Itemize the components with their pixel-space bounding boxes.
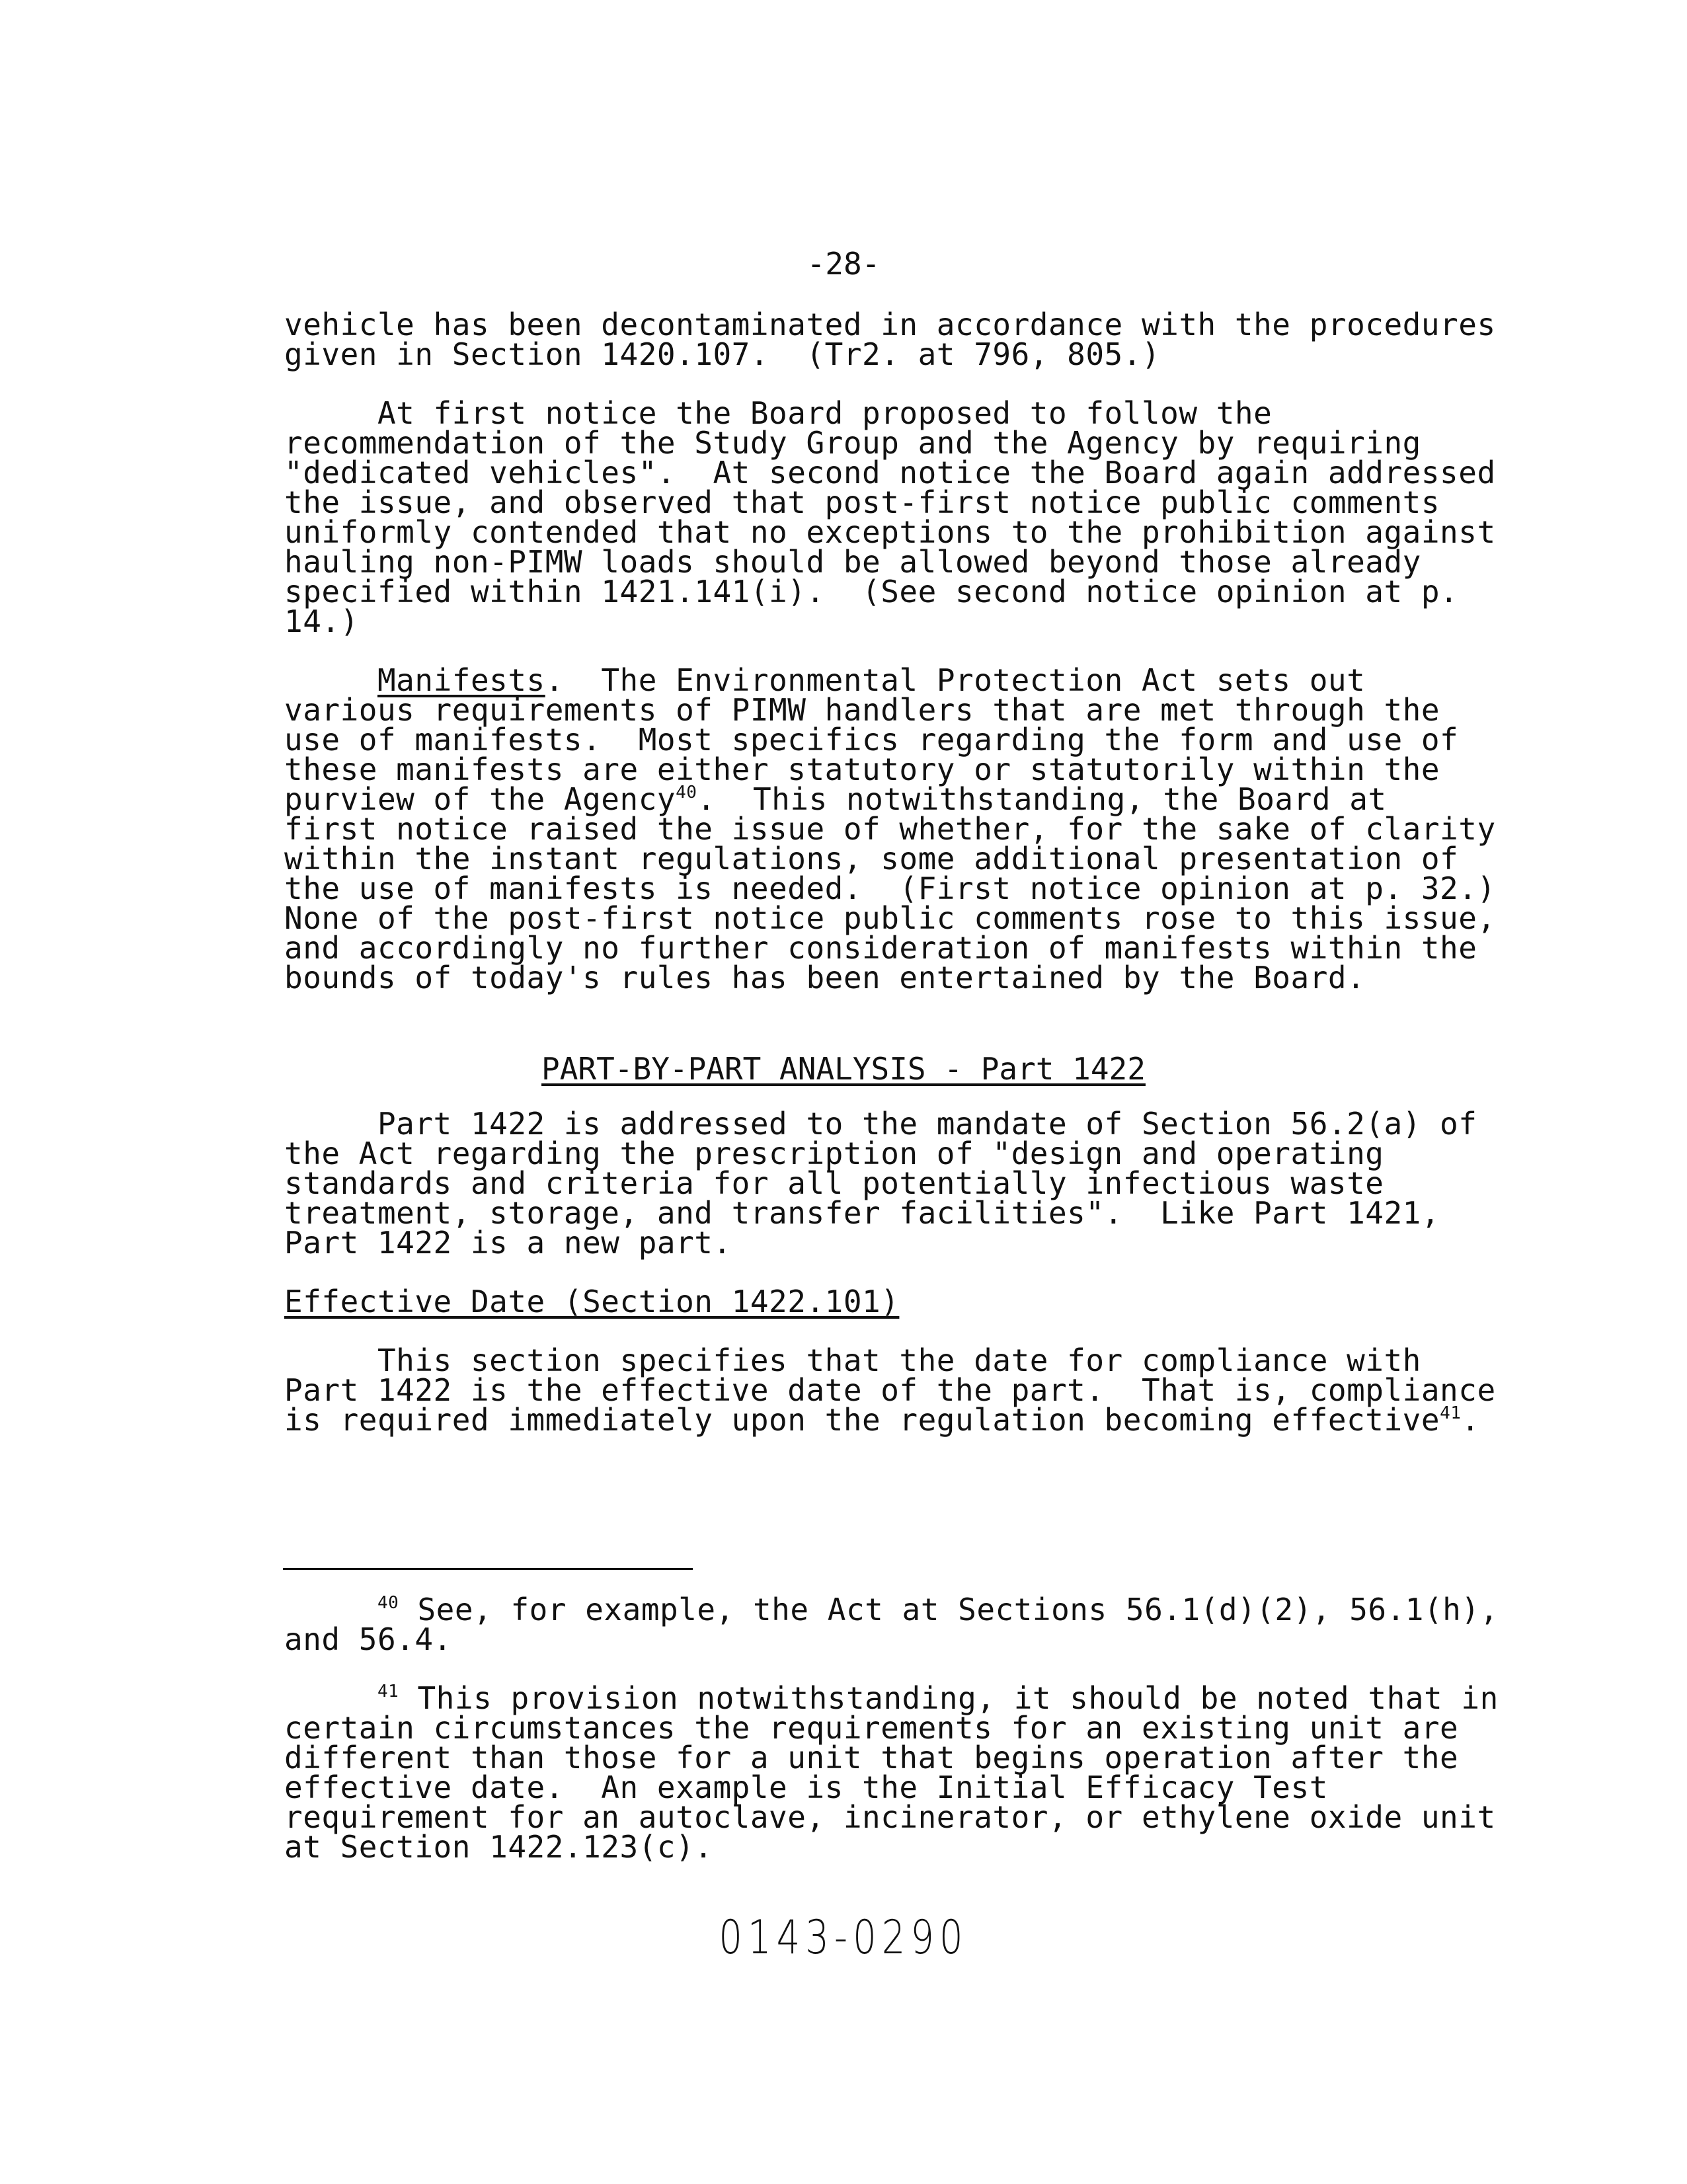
body-text: is required immediately upon the regulation becoming effective	[284, 1402, 1440, 1438]
body-line: the issue, and observed that post-first notice public comments	[284, 485, 1440, 520]
body-line: 14.)	[284, 604, 359, 639]
body-line: bounds of today's rules has been entertained by the Board.	[284, 960, 1366, 995]
body-line: This section specifies that the date for compliance with	[284, 1343, 1421, 1378]
page-number: -28-	[806, 246, 881, 282]
body-line	[284, 662, 1366, 698]
body-line: first notice raised the issue of whether, for the sake of clarity	[284, 811, 1496, 847]
footnote-mark-40: 40	[377, 1593, 399, 1613]
footnote-41-line: certain circumstances the requirements for an existing unit are	[284, 1710, 1459, 1746]
body-text: purview of the Agency	[284, 781, 676, 817]
body-line: hauling non-PIMW loads should be allowed beyond those already	[284, 544, 1421, 580]
footnote-ref-40: 40	[676, 783, 697, 802]
manifests-heading: Manifests	[377, 662, 545, 698]
footnote-41-line: effective date. An example is the Initial Efficacy Test	[284, 1770, 1328, 1805]
footnote-41-line: at Section 1422.123(c).	[284, 1829, 713, 1865]
body-line: the Act regarding the prescription of "design and operating	[284, 1136, 1384, 1171]
footnote-separator	[283, 1568, 693, 1570]
body-line: "dedicated vehicles". At second notice the Board again addressed	[284, 455, 1496, 490]
footnote-mark-41: 41	[377, 1682, 399, 1701]
body-text: . This notwithstanding, the Board at	[697, 781, 1387, 817]
footnote-41-line: requirement for an autoclave, incinerator, or ethylene oxide unit	[284, 1799, 1496, 1835]
body-line: and accordingly no further consideration of manifests within the	[284, 930, 1477, 966]
document-stamp: 0143-0290	[719, 1910, 968, 1965]
body-line: the use of manifests is needed. (First notice opinion at p. 32.)	[284, 871, 1496, 906]
body-line: uniformly contended that no exceptions to the prohibition against	[284, 514, 1496, 550]
body-line: standards and criteria for all potentially infectious waste	[284, 1165, 1384, 1201]
body-text: . The Environmental Protection Act sets out	[545, 662, 1366, 698]
body-line: vehicle has been decontaminated in accordance with the procedures	[284, 307, 1496, 342]
footnote-40-line: and 56.4.	[284, 1621, 452, 1657]
body-line	[284, 1402, 1480, 1438]
footnote-text: See, for example, the Act at Sections 56.1(d)(2), 56.1(h),	[399, 1592, 1499, 1627]
body-line: Part 1422 is addressed to the mandate of Section 56.2(a) of	[284, 1106, 1477, 1142]
body-line: recommendation of the Study Group and the Agency by requiring	[284, 425, 1421, 461]
footnote-ref-41: 41	[1440, 1403, 1462, 1423]
body-line: these manifests are either statutory or statutorily within the	[284, 752, 1440, 787]
body-line: None of the post-first notice public comments rose to this issue,	[284, 900, 1496, 936]
body-line: treatment, storage, and transfer facilities". Like Part 1421,	[284, 1195, 1440, 1231]
body-line: At first notice the Board proposed to follow the	[284, 395, 1273, 431]
subsection-heading: Effective Date (Section 1422.101)	[284, 1284, 900, 1319]
footnote-41-line: different than those for a unit that begins operation after the	[284, 1740, 1459, 1775]
body-line: within the instant regulations, some additional presentation of	[284, 841, 1459, 877]
footnote-40-line	[284, 1594, 1499, 1625]
body-line: use of manifests. Most specifics regarding the form and use of	[284, 722, 1459, 758]
body-text: .	[1461, 1402, 1480, 1438]
body-line: specified within 1421.141(i). (See second notice opinion at p.	[284, 574, 1459, 609]
body-line: Part 1422 is a new part.	[284, 1225, 732, 1261]
footnote-text: This provision notwithstanding, it should be noted that in	[399, 1680, 1499, 1716]
body-line: various requirements of PIMW handlers that are met through the	[284, 692, 1440, 728]
body-line: given in Section 1420.107. (Tr2. at 796, 805.)	[284, 336, 1161, 372]
body-line	[284, 781, 1387, 817]
body-line: Part 1422 is the effective date of the part. That is, compliance	[284, 1372, 1496, 1408]
section-heading: PART-BY-PART ANALYSIS - Part 1422	[541, 1051, 1146, 1087]
footnote-41-line	[284, 1680, 1499, 1716]
